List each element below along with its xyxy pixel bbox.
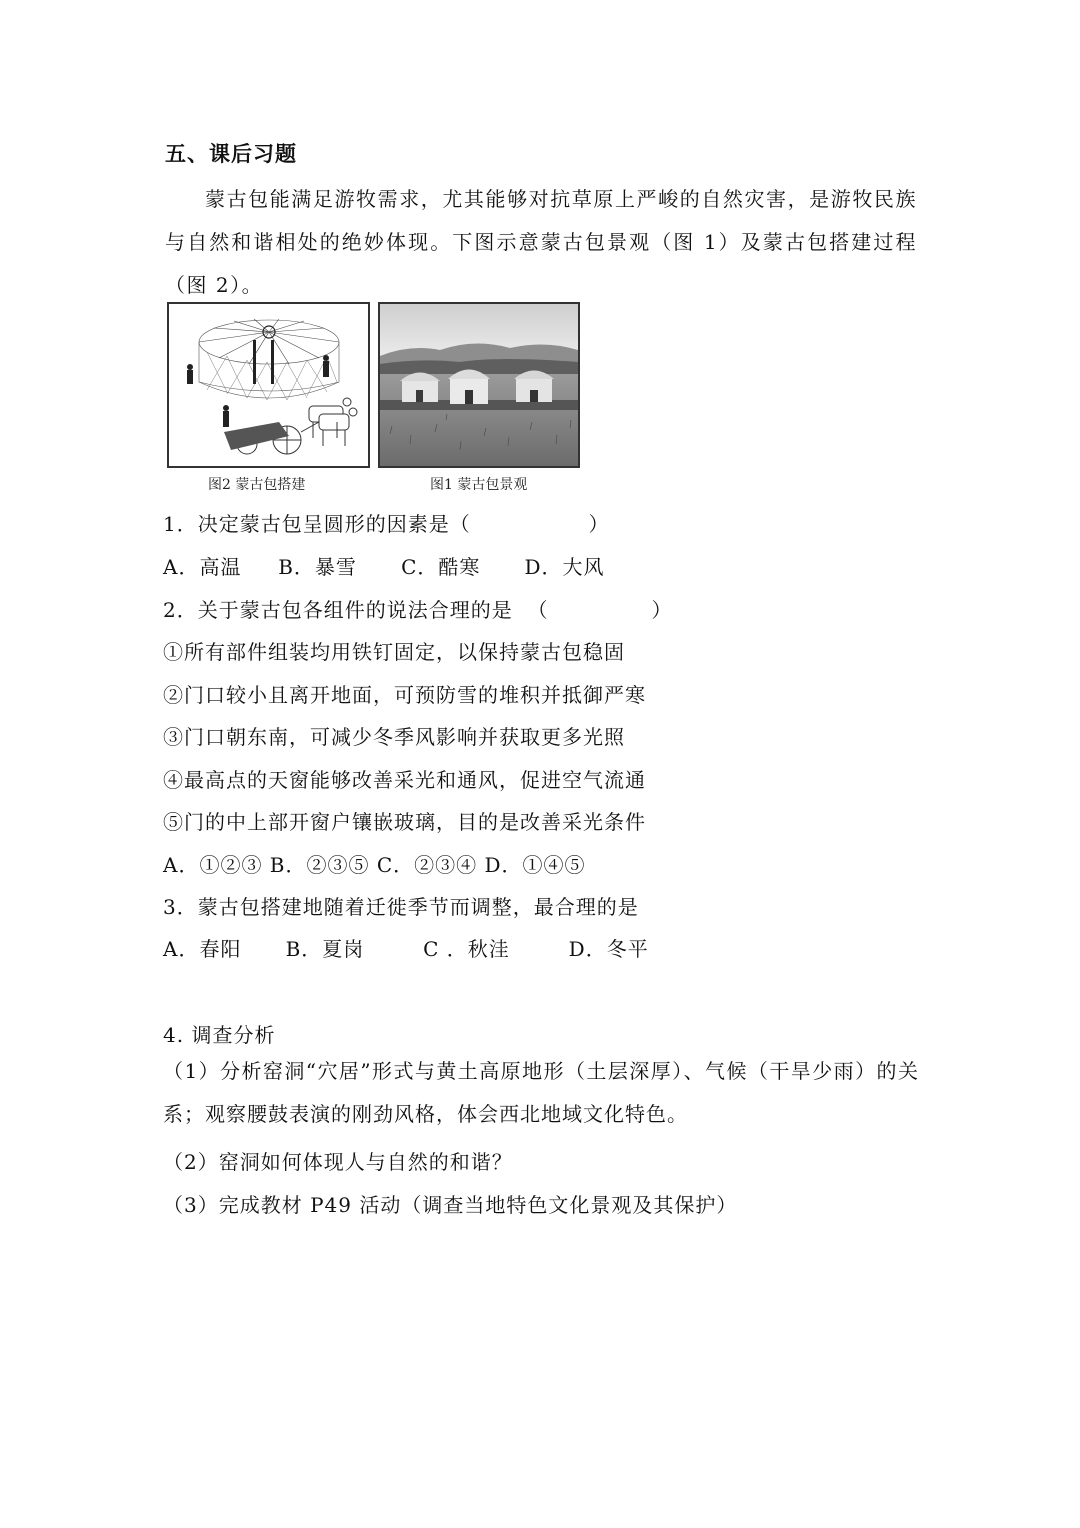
question-2-stem: 2．关于蒙古包各组件的说法合理的是 （ ） xyxy=(163,598,673,622)
question-1-stem: 1．决定蒙古包呈圆形的因素是（ ） xyxy=(163,512,610,536)
figure-1-caption: 图1 蒙古包景观 xyxy=(430,477,528,493)
question-4-part-2: （2）窑洞如何体现人与自然的和谐？ xyxy=(163,1150,513,1174)
section-title: 五、课后习题 xyxy=(165,141,297,166)
intro-paragraph: 蒙古包能满足游牧需求，尤其能够对抗草原上严峻的自然灾害，是游牧民族与自然和谐相处的绝妙体现。下图示意蒙古包景观（图 1）及蒙古包搭建过程（图 2）。 xyxy=(165,187,917,297)
question-2-item-4: ④最高点的天窗能够改善采光和通风，促进空气流通 xyxy=(163,768,646,792)
question-2-item-5: ⑤门的中上部开窗户镶嵌玻璃，目的是改善采光条件 xyxy=(163,810,646,834)
question-4-title: 4. 调查分析 xyxy=(163,1023,276,1047)
question-3-options: A．春阳 B．夏岗 C ．秋洼 D．冬平 xyxy=(163,937,649,961)
question-4-part-1: （1）分析窑洞“穴居”形式与黄土高原地形（土层深厚）、气候（干旱少雨）的关系；观察腰鼓表演的刚劲风格，体会西北地域文化特色。 xyxy=(163,1059,919,1126)
yurt-landscape-figure xyxy=(378,302,580,468)
question-2-item-2: ②门口较小且离开地面，可预防雪的堆积并抵御严寒 xyxy=(163,683,646,707)
yurt-construction-drawing xyxy=(169,304,368,466)
question-2-item-1: ①所有部件组装均用铁钉固定，以保持蒙古包稳固 xyxy=(163,640,625,664)
question-3-stem: 3．蒙古包搭建地随着迁徙季节而调整，最合理的是 xyxy=(163,895,639,919)
question-1-options: A．高温 B．暴雪 C．酷寒 D．大风 xyxy=(163,555,605,579)
question-2-item-3: ③门口朝东南，可减少冬季风影响并获取更多光照 xyxy=(163,725,625,749)
yurt-construction-figure xyxy=(167,302,370,468)
question-4-part-3: （3）完成教材 P49 活动（调查当地特色文化景观及其保护） xyxy=(163,1193,738,1217)
figure-2-caption: 图2 蒙古包搭建 xyxy=(208,477,306,493)
yurt-landscape-photo xyxy=(380,304,578,466)
question-2-options: A．①②③ B．②③⑤ C．②③④ D．①④⑤ xyxy=(163,853,586,877)
